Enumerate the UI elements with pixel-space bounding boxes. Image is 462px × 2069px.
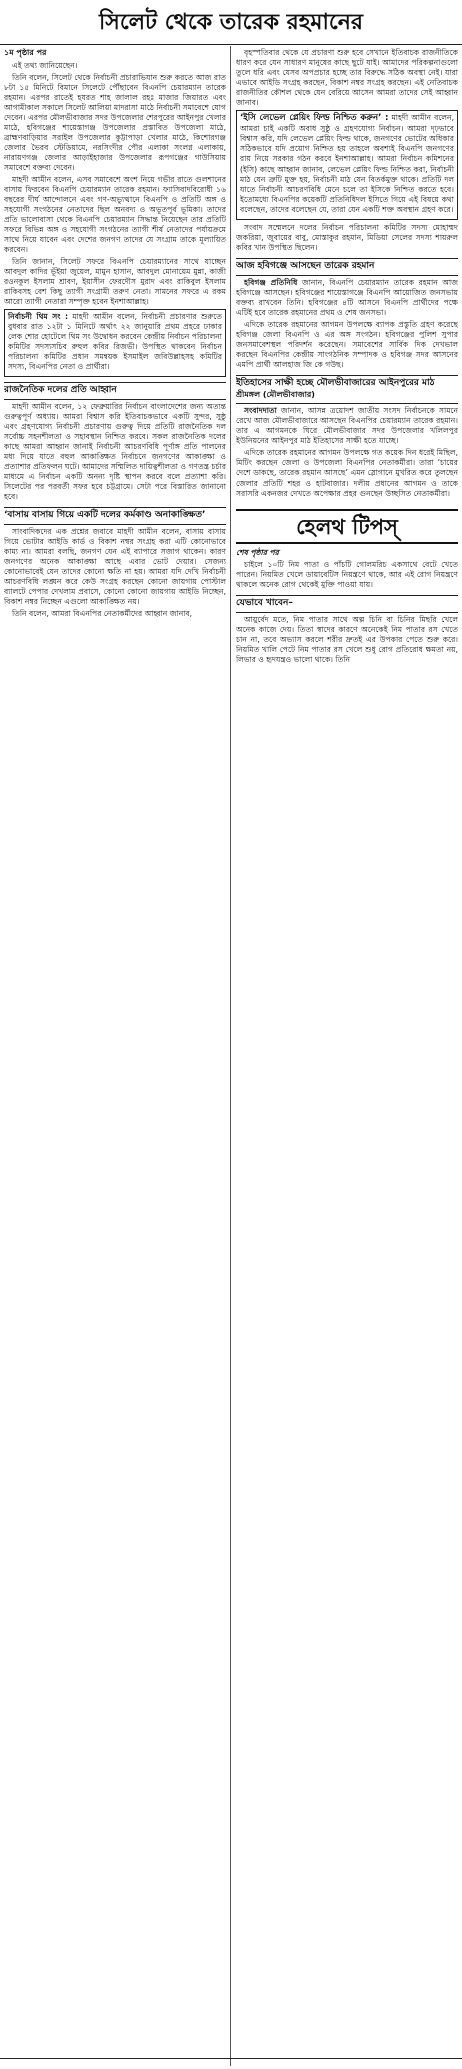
theme-song-box — [4, 309, 226, 377]
box-paragraph — [8, 312, 222, 372]
byline: সংবাদদাতা — [244, 406, 277, 416]
paragraph: সাংবাদিকদের এক প্রশ্নের জবাবে মাহদী আমীন বলেন, বাসায় বাসায় গিয়ে ভোটার আইডি কার্ড ও বিকাশ নম্বর সংগ্রহ করা এটি কোনোভাবে কাম্য না। আমরা বলছি, জনগণ যেন এই ব্যাপারে সজাগ থাকেন। কারণ জনগণের অনেক আকাঙ্ক্ষা আছে এবার ভোট দেয়ার। সেজন্য কোনোভাবেই যেন তাদের কোনো ক্ষতি না হয়। আমরা যদি দেখি নির্বাচনী আচরণবিধি লঙ্ঘন করে কেউ সংগ্রহ করছেন কোনো জায়গায় পোস্টাল ব্যালটে পেপার দেখলাম প্রবাসে, কোনো কোনো জায়গায় আইডি নিচ্ছেন, বিকাশ নম্বর নিচ্ছেন এগুলো আকাঙ্ক্ষিত নয়। — [4, 526, 226, 607]
box-quote: ‘ইসি লেভেল প্লেয়িং ফিল্ড নিশ্চিত করুন’ : — [240, 113, 389, 124]
paragraph: এদিকে তারেক রহমানের আগমন উপলক্ষে ব্যাপক প্রস্তুতি গ্রহণ করেছে হবিগঞ্জ জেলা বিএনপি ও এর অঙ্গ সংগঠন। হবিগঞ্জের পুলিশ সুপার জনসমাবেশস্থল পরিদর্শন করেছেন। সমাবেশের সার্বিক দিক দেখভাল করছেন বিএনপির কেন্দ্রীয় সাংগঠনিক সম্পাদক ও হবিগঞ্জ সদর আসনের এমপি প্রার্থী আলহাজ জি কে গউছ। — [236, 319, 458, 369]
continued-from: ১ম পৃষ্ঠার পর — [4, 48, 47, 57]
subheading — [236, 375, 458, 405]
paragraph: তিনি বলেন, আমরা বিএনপির নেতাকর্মীদের আহ্বান জানাব, — [12, 609, 193, 619]
subheading-text: ইতিহাসের সাক্ষী হচ্ছে মৌলভীবাজারের আইনপুরের মাঠ — [236, 377, 435, 388]
paragraph — [236, 406, 458, 446]
subheading: যেভাবে খাবেন– — [236, 595, 458, 613]
box-lead: নির্বাচনী থিম সং : — [8, 311, 69, 321]
paragraph: বৃহস্পতিবার থেকে যে প্রচারণা শুরু হবে সেখানে ইতিবাচক রাজনীতিকে ধারণ করে যেন সাধারণ মানুষের কাছে ছুটে যাই। আমাদের পরিকল্পনাগুলো তুলে ধরি এবং যেসব অপপ্রচার হচ্ছে তার বিরুদ্ধে সঠিক অবস্থা নেই। যারা এভাবে আইডি সংগ্রহ করছেন, বিকাশ নম্বর সংগ্রহ করছেন। এই নেতিবাচক রাজনীতির কৌশল থেকে যেন বেরিয়ে আসেন আমরা তাদের সেই আহ্বান জানাব। — [236, 48, 458, 108]
footer-divider — [0, 2058, 462, 2069]
paragraph: আয়ুর্বেদ মতে, নিম পাতার সাথে অল্প চিনি বা চিনির মিছরি খেলে অনেক কাজে দেয়। তিতা স্বাদের কারণে অনেকেই নিম পাতার রস খেতে চান না, তবে অভ্যাস করলে শরীর দ্রুতই এর উপকার পেতে শুরু করে। নিয়মিত খালি পেটে নিম পাতার রস খেলে শুধু রোগ প্রতিরোধ ক্ষমতা নয়, লিভার ও হৃদযন্ত্রও ভালো থাকে। তিনি — [236, 615, 458, 665]
paragraph: তিনি জানান, সিলেট সফরে বিএনপি চেয়ারম্যানের সাথে যাচ্ছেন আবদুল কাদির ভূঁইয়া জুয়েল, মামুন হাসান, আবদুল মোনায়েম মুন্না, কাজী রওনকুল ইসলাম শ্রাবণ, ইয়াসীন ফেরদৌস মুরাদ এবং রাকিবুল ইসলাম রাকিবসহ বেশ কিছু ত্যাগী সংগ্রামী তরুণ নেতা। সামনের সফরে এ রকম আরো ত্যাগী নেতারা সম্পৃক্ত হবেন ইনশাআল্লাহ। — [4, 256, 226, 306]
box-paragraph — [240, 113, 454, 214]
paragraph: এদিকে তারেক রহমানের আগমন উপলক্ষে গত কয়েক দিন ধরেই মিছিল, মিটিং করছেন জেলা ও উপজেলা বিএনপির নেতাকর্মীরা। তারা ‘চায়ের দেশে ডাকছে, তারেক রহমান আসছে’ এমন স্লোগানে মুখরিত করে তুলছেন জেলার প্রতিটি শহর ও হাটবাজার। দলীয় প্রধানের আগমন ও তাকে সরাসরি একনজর দেখতে অপেক্ষার প্রহর গুনছেন উচ্ছসিত নেতাকর্মীরা। — [236, 448, 458, 498]
byline: হবিগঞ্জ প্রতিনিধি — [244, 277, 298, 287]
paragraph-text: জানান, বিএনপি চেয়ারম্যান তারেক রহমান আজ হবিগঞ্জে আসছেন। হবিগঞ্জের শায়েস্তাগঞ্জে বিএনপি আয়োজিত জনসভায় বক্তব্য রাখবেন তিনি। হবিগঞ্জের ৪টি আসনে বিএনপি প্রার্থীদের পক্ষে এটিই হবে তারেক রহমানের প্রথম ও শেষ জনসভা। — [236, 277, 458, 317]
continued-from: শেষ পৃষ্ঠার পর — [236, 548, 279, 558]
subheading: আজ হবিগঞ্জে আসছেন তারেক রহমান — [236, 258, 458, 276]
subheading: রাজনৈতিক দলের প্রতি আহ্বান — [4, 382, 226, 400]
paragraph: এই তথ্য জানিয়েছেন। — [12, 60, 78, 70]
level-playing-field-box — [236, 110, 458, 219]
subheading: ‘বাসায় বাসায় গিয়ে একটি দলের কর্মকাণ্ড অনাকাঙ্ক্ষিত’ — [4, 507, 226, 525]
headline: সিলেট থেকে তারেক রহমানের — [0, 0, 462, 45]
paragraph: চাইলে ১০টি নিম পাতা ও পাঁচটি গোলমরিচ একসাথে বেটে খেতে পারেন। নিয়মিত খেলে ডায়াবেটিস নিয়ন্ত্রণে থাকে, আর এই রোগ নিয়ন্ত্রণে থাকলে অনেক রোগ থেকেই মুক্তি পাওয়া যায়। — [236, 560, 458, 590]
column-divider — [230, 46, 231, 2066]
section-title: হেলথ টিপস্ — [236, 509, 458, 545]
paragraph: মাহদী আমীন বলেন, এসব সমাবেশে অংশ নিয়ে গভীর রাতে গুলশানের বাসায় ফিরবেন বিএনপি চেয়ারম্যান তারেক রহমান। ফ্যাসিবাদবিরোধী ১৬ বছরের দীর্ঘ আন্দোলনে এবং গণ-অভ্যুত্থানে বিএনপি ও প্রতিটি অঙ্গ ও সহযোগী সংগঠনের নেতাদের ছিল অনবদ্য ও অভূতপূর্ব ভূমিকা। তাদের প্রতি ভালোবাসা থেকে বিএনপি চেয়ারম্যান সিদ্ধান্ত নিয়েছেন তার প্রতিটি সফরে বিভিন্ন অঙ্গ ও সহযোগী সংগঠনের ত্যাগী শীর্ষ নেতাদের পর্যায়ক্রমে সাথে নিয়ে যাবেন এবং দেশের জনগণ তাদের যে সংগ্রাম তাকে মূল্যায়িত করবেন। — [4, 174, 226, 254]
paragraph: তিনি বলেন, সিলেট থেকে নির্বাচনী প্রচারাভিযান শুরু করতে আজ রাত ৮টা ১৫ মিনিটে বিমানে সিলেটে পৌঁছাবেন বিএনপি চেয়ারম্যান তারেক রহমান। এরপর রাতেই হযরত শাহ জালাল রহঃ মাজার জিয়ারত এবং আগামীকাল সকালে সিলেট আলিয়া মাদরাসা মাঠে নির্বাচনী সমাবেশে যোগ দেবেন। এরপর মৌলভীবাজার সদর উপজেলার শেরপুরের আইনপুর খেলার মাঠে, হবিগঞ্জের শায়েস্তাগঞ্জ উপজেলার প্রস্তাবিত উপজেলা মাঠে, ব্রাহ্মণবাড়িয়ার সরাইল উপজেলার কুট্টাপাড়া খেলার মাঠে, কিশোরগঞ্জ জেলার ভৈরব স্টেডিয়ামে, নরসিংদীর পৌর এলাকা সংলগ্ন এলাকায়, নারায়ণগঞ্জ জেলার আড়াইহাজার উপজেলার রূপগঞ্জের গাউসিয়ায় সমাবেশে বক্তব্য দেবেন। — [4, 72, 226, 172]
right-column — [236, 48, 458, 2066]
box-text: মাহদী আমীন বলেন, নির্বাচনী প্রচারণার শুরুতে বুধবার রাত ১২টা ১ মিনিটে অর্থাৎ ২২ জানুয়ারি প্রথম প্রহরে ঢাকার লেক শোর হোটেলে থিম সং উদ্বোধন করবেন কেন্দ্রীয় নির্বাচন পরিচালনা কমিটির সদস্যসচিব রুহুল কবির রিজভী। উপস্থিত থাকবেন নির্বাচন পরিচালনা কমিটির প্রধান সমন্বয়ক ইসমাইল জবিউল্লাহসহ কমিটির সদস্য, বিএনপির নেতা ও প্রার্থীরা। — [8, 311, 223, 371]
box-text: মাহদী আমীন বলেন, আমরা চাই একটি অবাধ সুষ্ঠু ও গ্রহণযোগ্য নির্বাচন। আমরা দৃঢ়ভাবে বিশ্বাস করি, যদি লেভেল প্লেয়িং ফিল্ড থাকে, জনগণের ভোটের অধিকার সঠিকভাবে যদি প্রয়োগ নিশ্চিত হয় তাহলে অবশ্যই বিএনপি জনগণের রায় নিয়ে সরকার গঠন করবে ইনশাআল্লাহ। আমরা নির্বাচন কমিশনের (ইসি) কাছে আহ্বান জানাব, লেভেল প্লেয়িং ফিল্ড নিশ্চিত করা, নির্বাচনী মাঠ যেন ত্রুটি মুক্ত হয়, নির্বাচনী মাঠ যেন বিতর্কমুক্ত থাকে। প্রতিটি দল যাতে নির্বাচনী আচরণবিধি মেনে চলে তা ইসিকে নিশ্চিত করতে হবে। ইতোমধ্যে বিএনপির কয়েকটি প্রতিনিধিদল ইসিতে গিয়ে এই বিষয়ে কথা বলেছেন, তাদের বলেছেন যে, তারা যেন একটি শক্ত অবস্থান গ্রহণ করে। — [240, 113, 454, 214]
paragraph: মাহদী আমীন বলেন, ১২ ফেব্রুয়ারির নির্বাচন বাংলাদেশের জন্য অত্যন্ত গুরুত্বপূর্ণ অধ্যায়। আমরা বিশ্বাস করি ইতিবাচকভাবে একটি সুন্দর, সুষ্ঠু এবং গ্রহণযোগ্য নির্বাচনী প্রচারণায় গুরুত্ব দিয়ে প্রতিটি রাজনৈতিক দল সর্বোচ্চ সহনশীলতা ও সহাবস্থান নিশ্চিত করবে। সকল রাজনৈতিক দলের কাছে আমরা আহ্বান জানাই নির্বাচনী আচরণবিধি পূর্ণাঙ্গ প্রতি পালনের মধ্য দিয়ে যাতে বহুল আকাঙ্ক্ষিত নির্বাচনে জনগণের আকাঙ্ক্ষা ও প্রত্যাশার প্রতিফলন ঘটে। আমাদের সম্মিলিত দায়িত্বশীলতা ও গণতন্ত্র চর্চার মাধ্যমে এ নির্বাচন একটি অনন্য দৃষ্টি স্থাপন করবে বলে প্রত্যাশা করি। সিলেটের পর পরবর্তী সফর হবে চট্টগ্রামে। সেটা পরে বিস্তারিত জানানো হবে। — [4, 401, 226, 502]
left-column — [4, 48, 226, 2066]
paragraph: সংবাদ সম্মেলনে দলের নির্বাচন পরিচালনা কমিটির সদস্য মোহাম্মদ জকরিয়া, জুবায়ের বাবু, মোস্তাকুর রহমান, মিডিয়া সেলের সদস্য শায়রুল কবির খান উপস্থিত ছিলেন। — [236, 222, 458, 252]
paragraph-text: জানান, আসন্ন ত্রয়োদশ জাতীয় সংসদ নির্বাচনকে সামনে রেখে আজ মৌলভীবাজারে আসছেন বিএনপির চেয়ারম্যান তারেক রহমান। তার এ আগমনকে ঘিরে মৌলভীবাজার সদর উপজেলার খলিলপুর ইউনিয়নের আইনপুর মাঠ ইতিহাসের সাক্ষী হতে যাচ্ছে। — [236, 406, 458, 446]
dateline: শ্রীমঙ্গল (মৌলভীবাজার) — [236, 389, 315, 399]
paragraph — [236, 278, 458, 318]
